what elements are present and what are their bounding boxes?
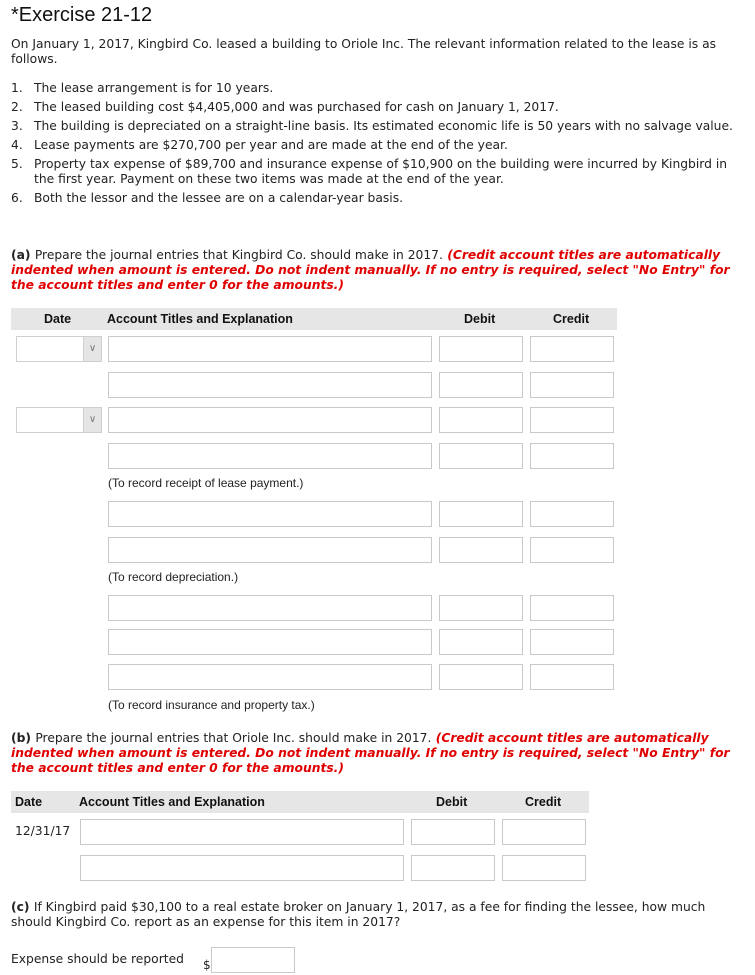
credit-input[interactable] (530, 537, 614, 563)
account-title-input[interactable] (108, 664, 432, 690)
part-c-prompt: If Kingbird paid $30,100 to a real estate broker on January 1, 2017, as a fee for finding the lessee, how much should Kingbird Co. report as an expense for this item in 2017? (11, 900, 706, 929)
page-title: *Exercise 21-12 (11, 4, 153, 26)
account-header: Account Titles and Explanation (79, 795, 265, 809)
debit-header: Debit (464, 312, 496, 326)
part-a-label: (a) (11, 248, 31, 262)
date-header: Date (15, 795, 43, 809)
part-b-instruction: (Credit account titles are automatically indented when amount is entered. Do not indent manually. If no entry is required, select "No Entry" for the account titles and enter 0 for the amounts.) (11, 731, 730, 775)
list-item (11, 138, 746, 153)
expense-label: Expense should be reported (11, 952, 184, 966)
debit-input[interactable] (411, 855, 495, 881)
list-item (11, 157, 746, 187)
list-item (11, 119, 746, 134)
chevron-down-icon[interactable]: ∨ (83, 408, 101, 432)
list-number: 3. (11, 119, 23, 133)
credit-input[interactable] (530, 443, 614, 469)
date-header: Date (44, 312, 72, 326)
account-title-input[interactable] (108, 336, 432, 362)
list-number: 5. (11, 157, 23, 171)
list-text: Lease payments are $270,700 per year and are made at the end of the year. (34, 138, 508, 152)
credit-input[interactable] (530, 336, 614, 362)
expense-amount-input[interactable] (211, 947, 295, 973)
part-a-prompt: Prepare the journal entries that Kingbird Co. should make in 2017. (34, 248, 443, 262)
credit-input[interactable] (530, 595, 614, 621)
chevron-down-icon[interactable]: ∨ (83, 337, 101, 361)
list-item (11, 191, 746, 206)
list-item (11, 81, 746, 96)
list-text: The leased building cost $4,405,000 and was purchased for cash on January 1, 2017. (34, 100, 559, 114)
lease-facts-list (11, 81, 746, 210)
currency-symbol: $ (203, 958, 211, 972)
credit-input[interactable] (502, 819, 586, 845)
credit-input[interactable] (530, 372, 614, 398)
account-title-input[interactable] (108, 537, 432, 563)
part-a-table-header (11, 308, 617, 330)
debit-input[interactable] (439, 443, 523, 469)
entry-explanation: (To record insurance and property tax.) (108, 698, 315, 712)
account-title-input[interactable] (80, 855, 404, 881)
list-item (11, 100, 746, 115)
debit-input[interactable] (439, 372, 523, 398)
list-text: Both the lessor and the lessee are on a calendar-year basis. (34, 191, 404, 205)
account-title-input[interactable] (108, 407, 432, 433)
list-number: 4. (11, 138, 23, 152)
account-header: Account Titles and Explanation (107, 312, 293, 326)
account-title-input[interactable] (108, 443, 432, 469)
entry-date: 12/31/17 (15, 824, 71, 838)
debit-input[interactable] (439, 629, 523, 655)
credit-header: Credit (553, 312, 590, 326)
debit-header: Debit (436, 795, 468, 809)
part-c-question (11, 900, 746, 930)
list-text: Property tax expense of $89,700 and insurance expense of $10,900 on the building were incurred by Kingbird in the first year. Payment on these two items was made at the end of the year. (34, 157, 728, 186)
entry-explanation: (To record depreciation.) (108, 570, 239, 584)
part-a-instruction: (Credit account titles are automatically indented when amount is entered. Do not indent manually. If no entry is required, select "No Entry" for the account titles and enter 0 for the amounts.) (11, 248, 730, 292)
credit-input[interactable] (530, 629, 614, 655)
debit-input[interactable] (439, 595, 523, 621)
entry-explanation: (To record receipt of lease payment.) (108, 476, 304, 490)
account-title-input[interactable] (108, 629, 432, 655)
list-text: The lease arrangement is for 10 years. (34, 81, 274, 95)
list-number: 1. (11, 81, 23, 95)
account-title-input[interactable] (108, 595, 432, 621)
debit-input[interactable] (439, 664, 523, 690)
date-select[interactable] (16, 407, 102, 433)
list-number: 2. (11, 100, 23, 114)
credit-input[interactable] (530, 407, 614, 433)
debit-input[interactable] (439, 407, 523, 433)
debit-input[interactable] (439, 501, 523, 527)
credit-input[interactable] (502, 855, 586, 881)
list-number: 6. (11, 191, 23, 205)
debit-input[interactable] (411, 819, 495, 845)
part-b-label: (b) (11, 731, 32, 745)
list-text: The building is depreciated on a straight-line basis. Its estimated economic life is 50 years with no salvage value. (34, 119, 733, 133)
credit-input[interactable] (530, 501, 614, 527)
debit-input[interactable] (439, 537, 523, 563)
part-b-prompt: Prepare the journal entries that Oriole Inc. should make in 2017. (35, 731, 432, 745)
part-b-question (11, 731, 746, 776)
part-b-table-header (11, 791, 589, 813)
credit-input[interactable] (530, 664, 614, 690)
part-c-label: (c) (11, 900, 30, 914)
account-title-input[interactable] (108, 501, 432, 527)
credit-header: Credit (525, 795, 562, 809)
debit-input[interactable] (439, 336, 523, 362)
part-a-question (11, 248, 746, 293)
account-title-input[interactable] (80, 819, 404, 845)
account-title-input[interactable] (108, 372, 432, 398)
date-select[interactable] (16, 336, 102, 362)
problem-intro: On January 1, 2017, Kingbird Co. leased a building to Oriole Inc. The relevant information related to the lease is as follows. (11, 37, 717, 66)
